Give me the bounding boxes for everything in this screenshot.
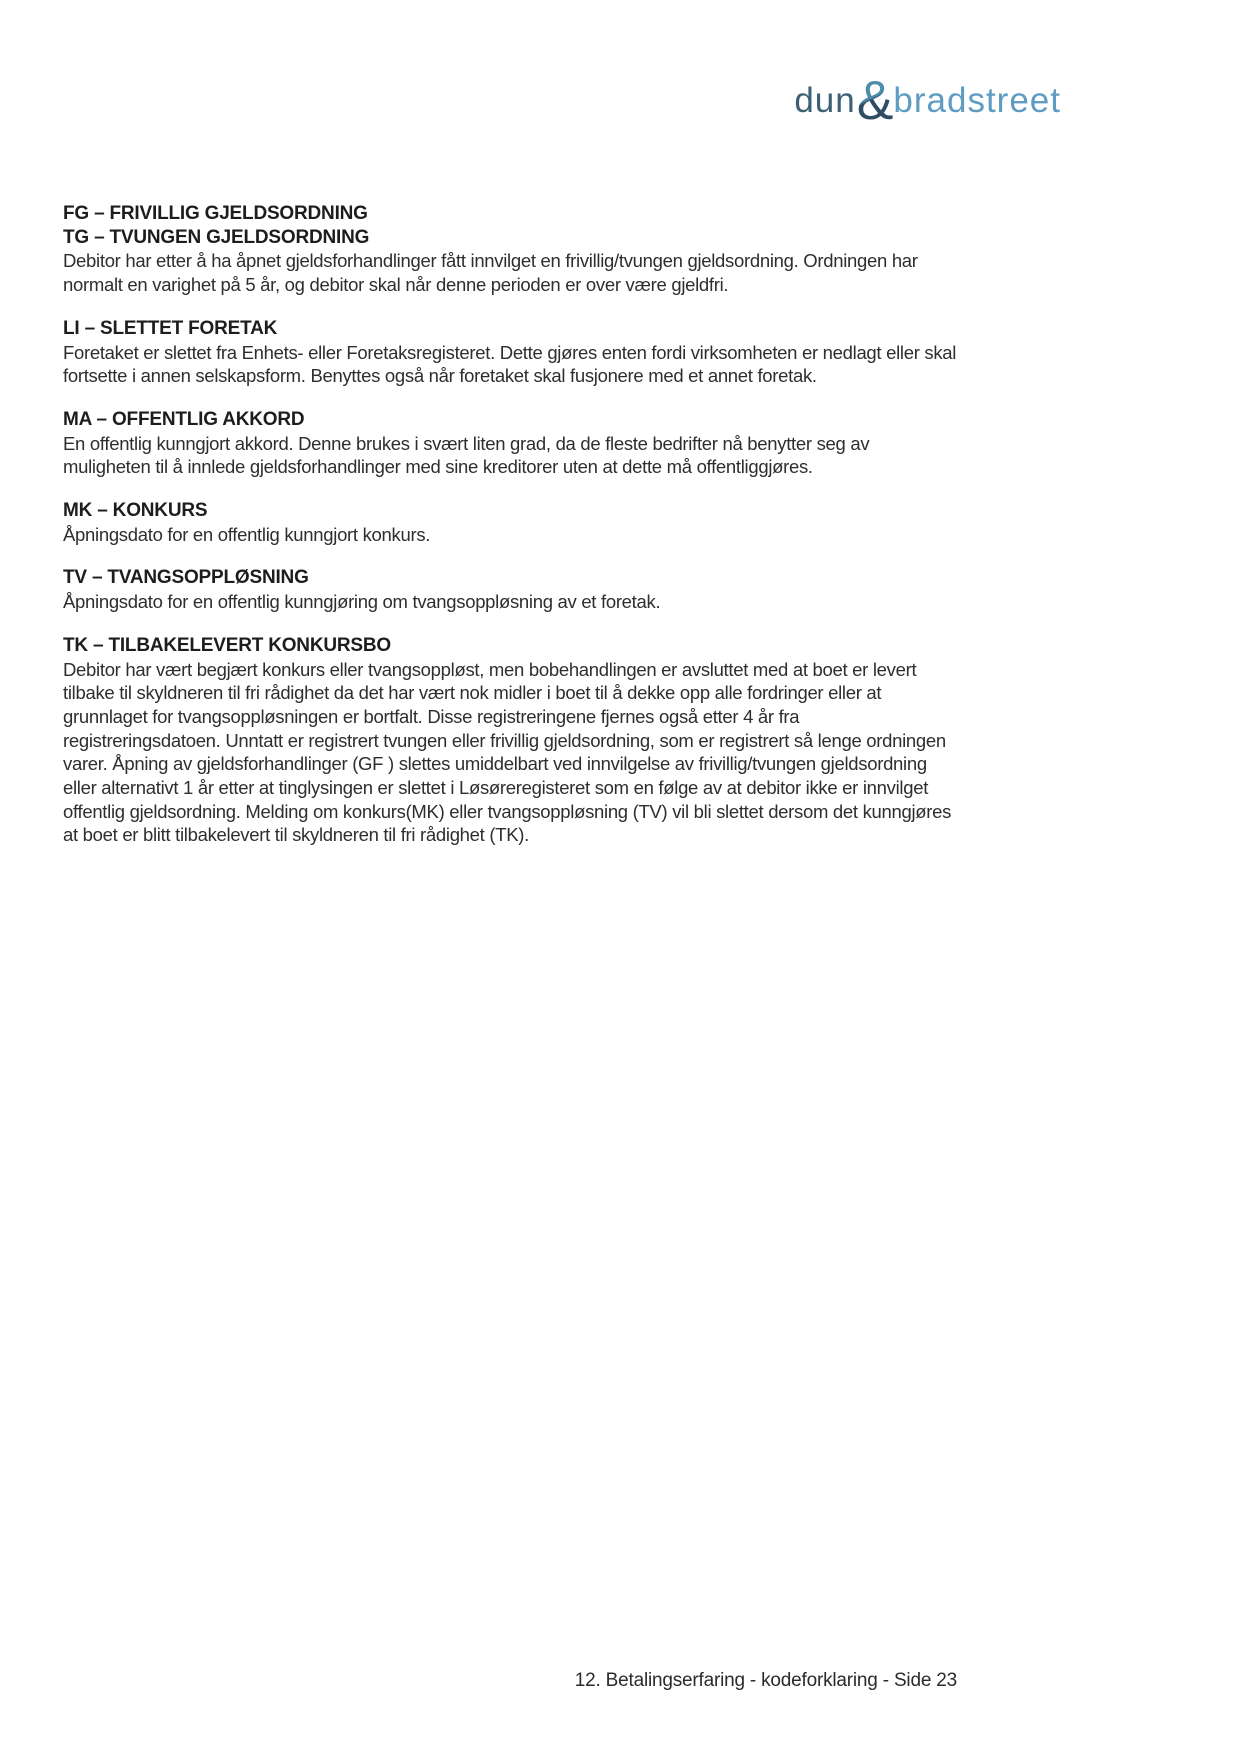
- section-paragraph: Debitor har vært begjært konkurs eller tvangsoppløst, men bobehandlingen er avsluttet med at boet er levert tilbake til skyldneren til fri rådighet da det har vært nok midler i boet til å dekke opp alle fordringer eller at grunnlaget for tvangsoppløsningen er bortfalt. Disse registreringene fjernes også etter 4 år fra registreringsdatoen. Unntatt er registrert tvungen eller frivillig gjeldsordning, som er registrert så lenge ordningen varer. Åpning av gjeldsforhandlinger (GF ) slettes umiddelbart ved innvilgelse av frivillig/tvungen gjeldsordning eller alternativt 1 år etter at tinglysingen er slettet i Løsøreregisteret som en følge av at debitor ikke er innvilget offentlig gjeldsordning. Melding om konkurs(MK) eller tvangsoppløsning (TV) vil bli slettet dersom det kunngjøres at boet er blitt tilbakelevert til skyldneren til fri rådighet (TK).: [63, 658, 952, 846]
- section-paragraph: Debitor har etter å ha åpnet gjeldsforhandlinger fått innvilget en frivillig/tvungen gjeldsordning. Ordningen har normalt en varighet på 5 år, og debitor skal når denne perioden er over være gjeldfri.: [63, 250, 918, 296]
- section-heading: TK – TILBAKELEVERT KONKURSBO: [63, 634, 391, 656]
- code-section-tk: [63, 634, 957, 847]
- dun-bradstreet-logo: [794, 66, 1061, 131]
- section-paragraph: En offentlig kunngjort akkord. Denne brukes i svært liten grad, da de fleste bedrifter nå benytter seg av muligheten til å innlede gjeldsforhandlinger med sine kreditorer uten at dette må offentliggjøres.: [63, 432, 870, 478]
- code-section-tv: [63, 566, 957, 613]
- section-paragraph: Åpningsdato for en offentlig kunngjøring om tvangsoppløsning av et foretak.: [63, 591, 661, 613]
- section-heading: LI – SLETTET FORETAK: [63, 317, 278, 339]
- ampersand-icon: &: [856, 69, 894, 131]
- footer-page-label: 12. Betalingserfaring - kodeforklaring - Side 23: [574, 1670, 957, 1691]
- code-section-li: [63, 317, 957, 388]
- section-paragraph: Åpningsdato for en offentlig kunngjort konkurs.: [63, 523, 431, 545]
- page-content: [63, 202, 957, 867]
- section-paragraph: Foretaket er slettet fra Enhets- eller Foretaksregisteret. Dette gjøres enten fordi virksomheten er nedlagt eller skal fortsette i annen selskapsform. Benyttes også når foretaket skal fusjonere med et annet foretak.: [63, 341, 957, 387]
- section-heading: TG – TVUNGEN GJELDSORDNING: [63, 226, 370, 248]
- page-footer: [63, 1670, 957, 1692]
- code-section-ma: [63, 408, 957, 479]
- logo-word-dun: dun: [794, 81, 856, 120]
- section-heading: MK – KONKURS: [63, 500, 208, 522]
- section-heading: MA – OFFENTLIG AKKORD: [63, 408, 305, 430]
- section-heading: TV – TVANGSOPPLØSNING: [63, 567, 309, 589]
- logo-word-bradstreet: bradstreet: [893, 81, 1061, 120]
- code-section-mk: [63, 499, 957, 546]
- code-section-fg-tg: [63, 202, 957, 297]
- section-heading: FG – FRIVILLIG GJELDSORDNING: [63, 203, 368, 224]
